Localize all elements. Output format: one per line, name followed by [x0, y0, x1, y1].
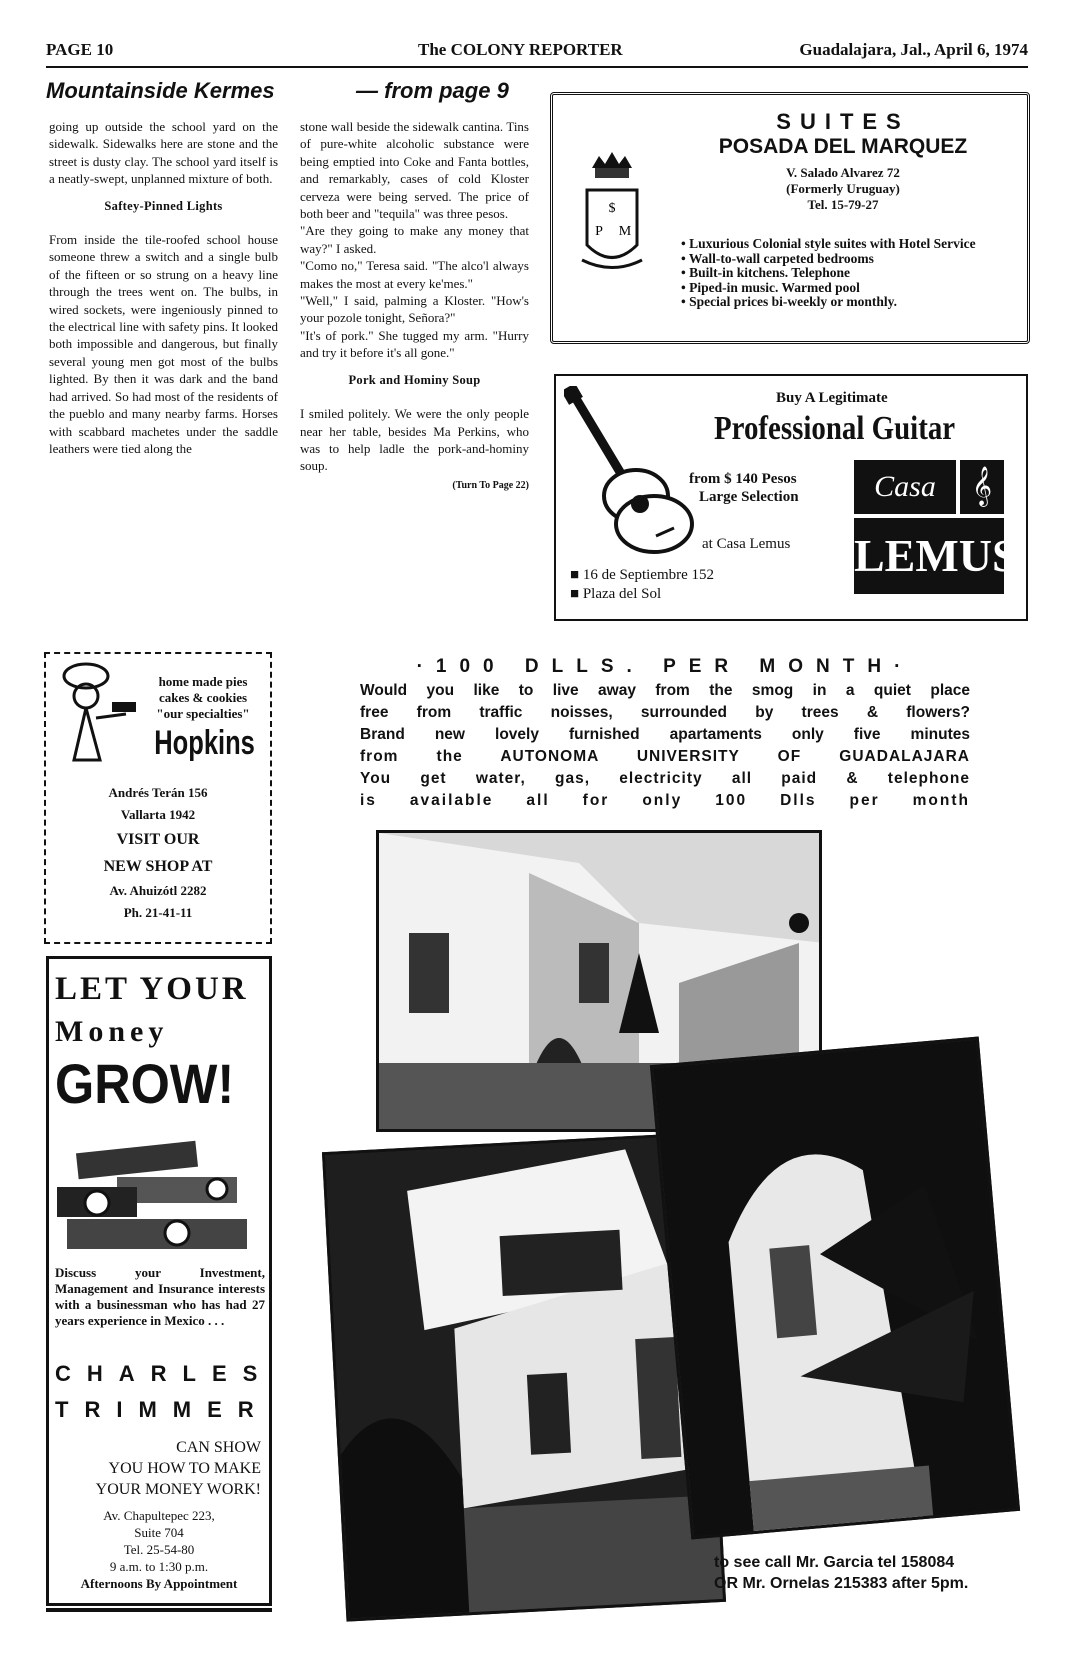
- money-ad-rule: [46, 1608, 272, 1612]
- suites-ad: [550, 92, 1030, 344]
- guitar-icon: [564, 386, 694, 556]
- apartment-contact: [714, 1552, 968, 1594]
- article-subhead: Pork and Hominy Soup: [348, 372, 481, 387]
- page-number: PAGE 10: [46, 40, 114, 59]
- suites-title: SUITES: [776, 109, 910, 134]
- apartment-line: is available all for only 100 Dlls per month: [360, 792, 970, 809]
- money-stack-icon: [57, 1137, 257, 1257]
- crest-letter: M: [618, 224, 632, 239]
- money-ad: [46, 956, 272, 1606]
- crest-letter: P: [595, 224, 603, 239]
- hopkins-ad: [44, 652, 272, 944]
- apartment-headline: ·100 DLLS. PER MONTH·: [416, 656, 914, 677]
- article-subhead: Saftey-Pinned Lights: [104, 198, 223, 213]
- headline-title: Mountainside Kermes: [46, 78, 275, 103]
- feature-item: • Piped-in music. Warmed pool: [681, 281, 1011, 296]
- guitar-title: Professional Guitar: [714, 410, 956, 447]
- guitar-price-text: from $ 140 Pesos: [689, 471, 797, 487]
- casa-lemus-logo: [854, 460, 1018, 594]
- suites-heading: [663, 109, 1023, 213]
- apartment-line: You get water, gas, electricity all paid & telephone: [360, 770, 970, 787]
- hotel-phone: Tel. 15-79-27: [807, 197, 879, 212]
- treble-clef-icon: 𝄞: [960, 460, 1004, 514]
- guitar-price: [689, 470, 799, 506]
- headline-continued: — from page 9: [356, 78, 509, 103]
- money-line-1: LET YOUR: [55, 971, 249, 1007]
- apartment-line: Would you like to live away from the smog in a quiet place: [360, 682, 970, 699]
- contact-ornelas: OR Mr. Ornelas 215383 after 5pm.: [714, 1575, 969, 1592]
- article-paragraph: "It's of pork." She tugged my arm. "Hurry and try it before it's all gone.": [300, 327, 529, 361]
- guitar-address-1: ■ 16 de Septiembre 152: [570, 567, 715, 583]
- apartment-photo-archway: [650, 1037, 1020, 1540]
- hotel-name: POSADA DEL MARQUEZ: [718, 135, 968, 158]
- article-paragraph: "Well," I said, palming a Kloster. "How's your pozole tonight, Señora?": [300, 293, 529, 326]
- feature-item: • Built-in kitchens. Telephone: [681, 266, 1011, 281]
- hopkins-name: Hopkins: [154, 724, 255, 762]
- article-column-1: [49, 118, 278, 457]
- hopkins-details: Andrés Terán 156 Vallarta 1942 VISIT OUR NEW SHOP AT Av. Ahuizótl 2282 Ph. 21-41-11: [103, 785, 213, 920]
- trimmer-first-name: CHARLES: [55, 1361, 274, 1386]
- article-headline: [46, 78, 536, 104]
- newspaper-name: The COLONY REPORTER: [418, 40, 623, 59]
- article-paragraph: From inside the tile-roofed school house someone threw a switch and a single bulb of the fifteen or so strung on a heavy line through the trees went on. The bulbs, in wired sockets, were ingeniously pinned to the electrical line with safety pins. It looked both impossible and dangerous, but finally several young men got most of the bulbs lighted. By then it was dark and the band had arrived. So had most of the residents of the pueblo and many nearby farms. Horses with scabbard machetes under the saddle leathers were tied along the: [49, 232, 278, 456]
- guitar-store: at Casa Lemus: [702, 536, 791, 552]
- article-paragraph: stone wall beside the sidewalk cantina. Tins of pure-white alcoholic substance were being emptied into Coke and Fanta bottles, and remarkably, cases of cold Kloster cerveza were being served. The price of both beer and "tequila" was three pesos.: [300, 119, 529, 222]
- page-header: [46, 36, 1028, 68]
- apartment-ad-copy: [360, 654, 970, 812]
- hotel-address: V. Salado Alvarez 72: [786, 165, 900, 180]
- crest-letter: $: [608, 201, 616, 216]
- jump-line: (Turn To Page 22): [452, 479, 529, 491]
- contact-garcia: to see call Mr. Garcia tel 158084: [714, 1554, 955, 1571]
- apartment-line: from the AUTONOMA UNIVERSITY OF GUADALAJARA: [360, 748, 970, 765]
- article-paragraph: "Como no," Teresa said. "The alco'l always makes the most at every ke'mes.": [300, 258, 529, 291]
- apartment-line: free from traffic noisses, surrounded by trees & flowers?: [360, 704, 970, 721]
- dateline: Guadalajara, Jal., April 6, 1974: [799, 40, 1028, 59]
- guitar-address-2: ■ Plaza del Sol: [570, 586, 662, 602]
- feature-item: • Special prices bi-weekly or monthly.: [681, 295, 1011, 310]
- crest-icon: [577, 150, 647, 290]
- money-body: Discuss your Investment, Management and Insurance interests with a businessman who has had 27 years experience in Mexico . . .: [55, 1265, 265, 1328]
- hotel-formerly: (Formerly Uruguay): [786, 181, 900, 196]
- baker-icon: [56, 662, 136, 766]
- guitar-buy: Buy A Legitimate: [776, 390, 888, 406]
- article-paragraph: "Are they going to make any money that way?" I asked.: [300, 223, 529, 256]
- money-cta: CAN SHOW YOU HOW TO MAKE YOUR MONEY WORK!: [95, 1439, 261, 1498]
- logo-casa: Casa: [854, 460, 956, 514]
- money-line-3: GROW!: [55, 1052, 235, 1115]
- feature-list: [681, 237, 1011, 310]
- article-paragraph: going up outside the school yard on the sidewalk. Sidewalks here are stone and the street is dusty clay. The school yard itself is a neatly-swept, unplanned mixture of both.: [49, 119, 278, 187]
- article-column-2: [300, 118, 529, 494]
- feature-item: • Wall-to-wall carpeted bedrooms: [681, 252, 1011, 267]
- logo-lemus: LEMUS: [854, 518, 1004, 594]
- guitar-ad: [554, 374, 1028, 621]
- money-contact: Av. Chapultepec 223, Suite 704 Tel. 25-54-80 9 a.m. to 1:30 p.m. Afternoons By Appointment: [80, 1508, 238, 1591]
- guitar-addresses: [570, 566, 714, 604]
- trimmer-last-name: TRIMMER: [55, 1397, 270, 1422]
- hopkins-tagline: home made pies cakes & cookies "our specialties": [156, 674, 250, 721]
- money-line-2: Money: [55, 1015, 169, 1048]
- feature-item: • Luxurious Colonial style suites with Hotel Service: [681, 237, 1011, 252]
- article-paragraph: I smiled politely. We were the only people near her table, besides Ma Perkins, who was to help ladle the pork-and-hominy soup.: [300, 406, 529, 474]
- apartment-line: Brand new lovely furnished apartaments only five minutes: [360, 726, 970, 743]
- guitar-selection: Large Selection: [699, 489, 799, 505]
